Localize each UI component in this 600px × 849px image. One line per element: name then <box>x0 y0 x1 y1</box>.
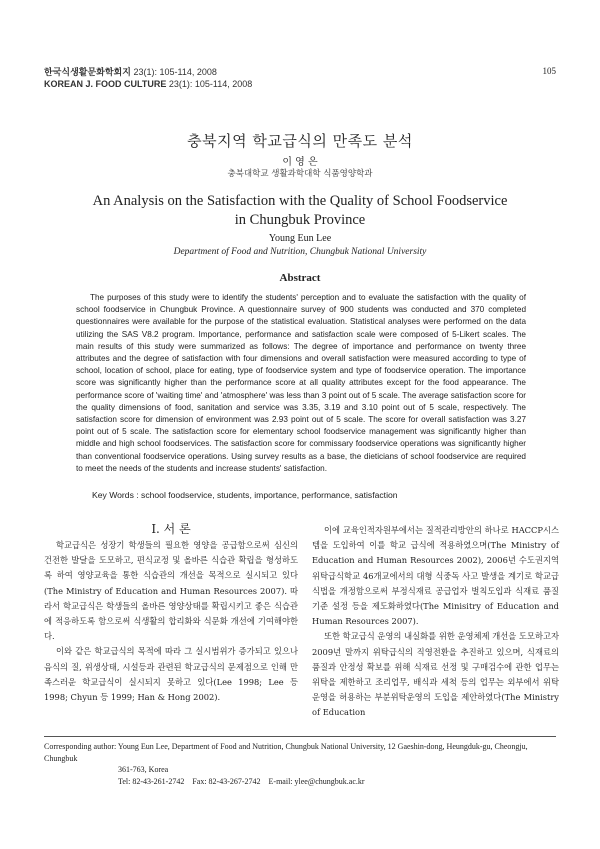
corresponding-author-footnote <box>44 741 556 787</box>
page-number: 105 <box>542 66 556 76</box>
journal-name-ko: 한국식생활문화학회지 <box>44 67 131 77</box>
journal-cite-ko: 23(1): 105-114, 2008 <box>133 67 217 77</box>
title-english <box>0 192 600 230</box>
paragraph: 이와 같은 학교급식의 목적에 따라 그 실시범위가 증가되고 있으나 음식의 질, 위생상태, 시설등과 관련된 학교급식의 문제점으로 인해 만족스러운 학교급식이 실시되지 못하고 있다(Lee 1998; Lee 등 1998; Chyun 등 1999; Han & Hong 2002). <box>44 646 298 703</box>
body-column-left <box>44 538 298 705</box>
title-english-line2: in Chungbuk Province <box>234 212 366 228</box>
keywords: Key Words : school foodservice, students, importance, performance, satisfaction <box>92 490 398 500</box>
footnote-line: 361-763, Korea <box>118 765 169 774</box>
paragraph: 이에 교육인적자원부에서는 질적관리방안의 하나로 HACCP시스템을 도입하여 이를 학교 급식에 적용하였으며(The Ministry of Education and Human Resources 2002), 2006년 수도권지역 위탁급식학교 46개교에서의 대형 식중독 사고 발생을 계기로 학교급식법을 개정함으로써 부정식재료 공급업자 벌칙도입과 식재료 품질기준 설정 등을 제도화하였다(The Minisitry of Education and Human Resources 2007). <box>312 525 559 627</box>
abstract-heading: Abstract <box>279 272 321 284</box>
abstract-body: The purposes of this study were to identify the students' perception and to evaluate the satisfaction with the quality of school foodservice in Chungbuk Province. A questionnaire survey of 900 students was conducted and 370 completed questionnaires were available for the purpose of the statistical evaluation. Statistical analyses were performed on the data utilizing the SAS V8.2 program. Importance, performance and satisfaction scale were composed of 5-Likert scales. The main results of this study were summarized as follows: The degree of importance and performance on twenty three attributes and the degree of satisfaction with four dimensions and overall satisfaction were measured according to type of school, location of school, place for eating, type of foodservice system and type of foodservice operation. The importance score was significantly higher than the performance score at all quality attributes except for the food appearance. The performance score of 'waiting time' and 'atmosphere' was less than 3 point out of 5 scale. The average satisfaction score for the quality dimensions of food, sanitation and service was 3.35, 3.19 and 3.10 point out of 5 scale, respectively. The satisfaction score for dimension of environment was 2.93 point out of 5 scale. The score for overall satisfaction was 3.27 point out of 5 scale. The satisfaction score for elementary school foodservice management was significantly higher than middle and high school foodservices. The satisfaction score for commissary foodservice operations was significantly higher than conventional foodservice operations. Using survey results as a base, the dieticians of school foodservice are required to meet the needs of the students and increase students' satisfaction. <box>76 293 526 473</box>
body-column-right <box>312 523 559 721</box>
journal-name-en: KOREAN J. FOOD CULTURE <box>44 79 167 89</box>
paragraph: 학교급식은 성장기 학생들의 필요한 영양을 공급함으로써 심신의 건전한 발달을 도모하고, 편식교정 및 올바른 식습관 확립을 형성하도록 하여 영양교육을 통한 식습관의 개선을 목적으로 실시되고 있다(The Ministry of Education and Human Resources 2007). 따라서 학교급식은 학생들의 올바른 영양상태를 확립시키고 좋은 식습관에 적응하도록 함으로써 식생활의 합리화와 식문화 개선에 기여해야한다. <box>44 540 298 642</box>
journal-cite-en: 23(1): 105-114, 2008 <box>168 79 253 89</box>
journal-header <box>44 66 252 90</box>
affiliation-korean: 충북대학교 생활과학대학 식품영양학과 <box>227 169 373 179</box>
footnote-divider <box>44 736 556 737</box>
affiliation-english: Department of Food and Nutrition, Chungbuk National University <box>173 247 427 257</box>
author-english: Young Eun Lee <box>268 233 332 244</box>
title-english-line1: An Analysis on the Satisfaction with the Quality of School Foodservice <box>92 193 508 209</box>
section-heading-introduction: Ⅰ. 서 론 <box>151 522 191 536</box>
footnote-line: Corresponding author: Young Eun Lee, Department of Food and Nutrition, Chungbuk National University, 12 Gaeshin-dong, Heungduk-gu, Cheongju, Chungbuk <box>44 742 528 763</box>
footnote-contact: Tel: 82-43-261-2742 Fax: 82-43-267-2742 E-mail: ylee@chungbuk.ac.kr <box>118 776 365 786</box>
author-korean: 이 영 은 <box>282 157 318 168</box>
paragraph: 또한 학교급식 운영의 내실화를 위한 운영체제 개선을 도모하고자 2009년 말까지 위탁급식의 직영전환을 추진하고 있으며, 식재료의 품질과 안정성 확보를 위해 식재료 선정 및 구매검수에 관한 업무는 위탁을 제한하고 조리업무, 배식과 세척 등의 업무는 외부에서 위탁운영을 허용하는 부분위탁운영의 도입을 제안하였다(The Ministry of Education <box>312 631 559 718</box>
title-korean: 충북지역 학교급식의 만족도 분석 <box>187 132 413 150</box>
